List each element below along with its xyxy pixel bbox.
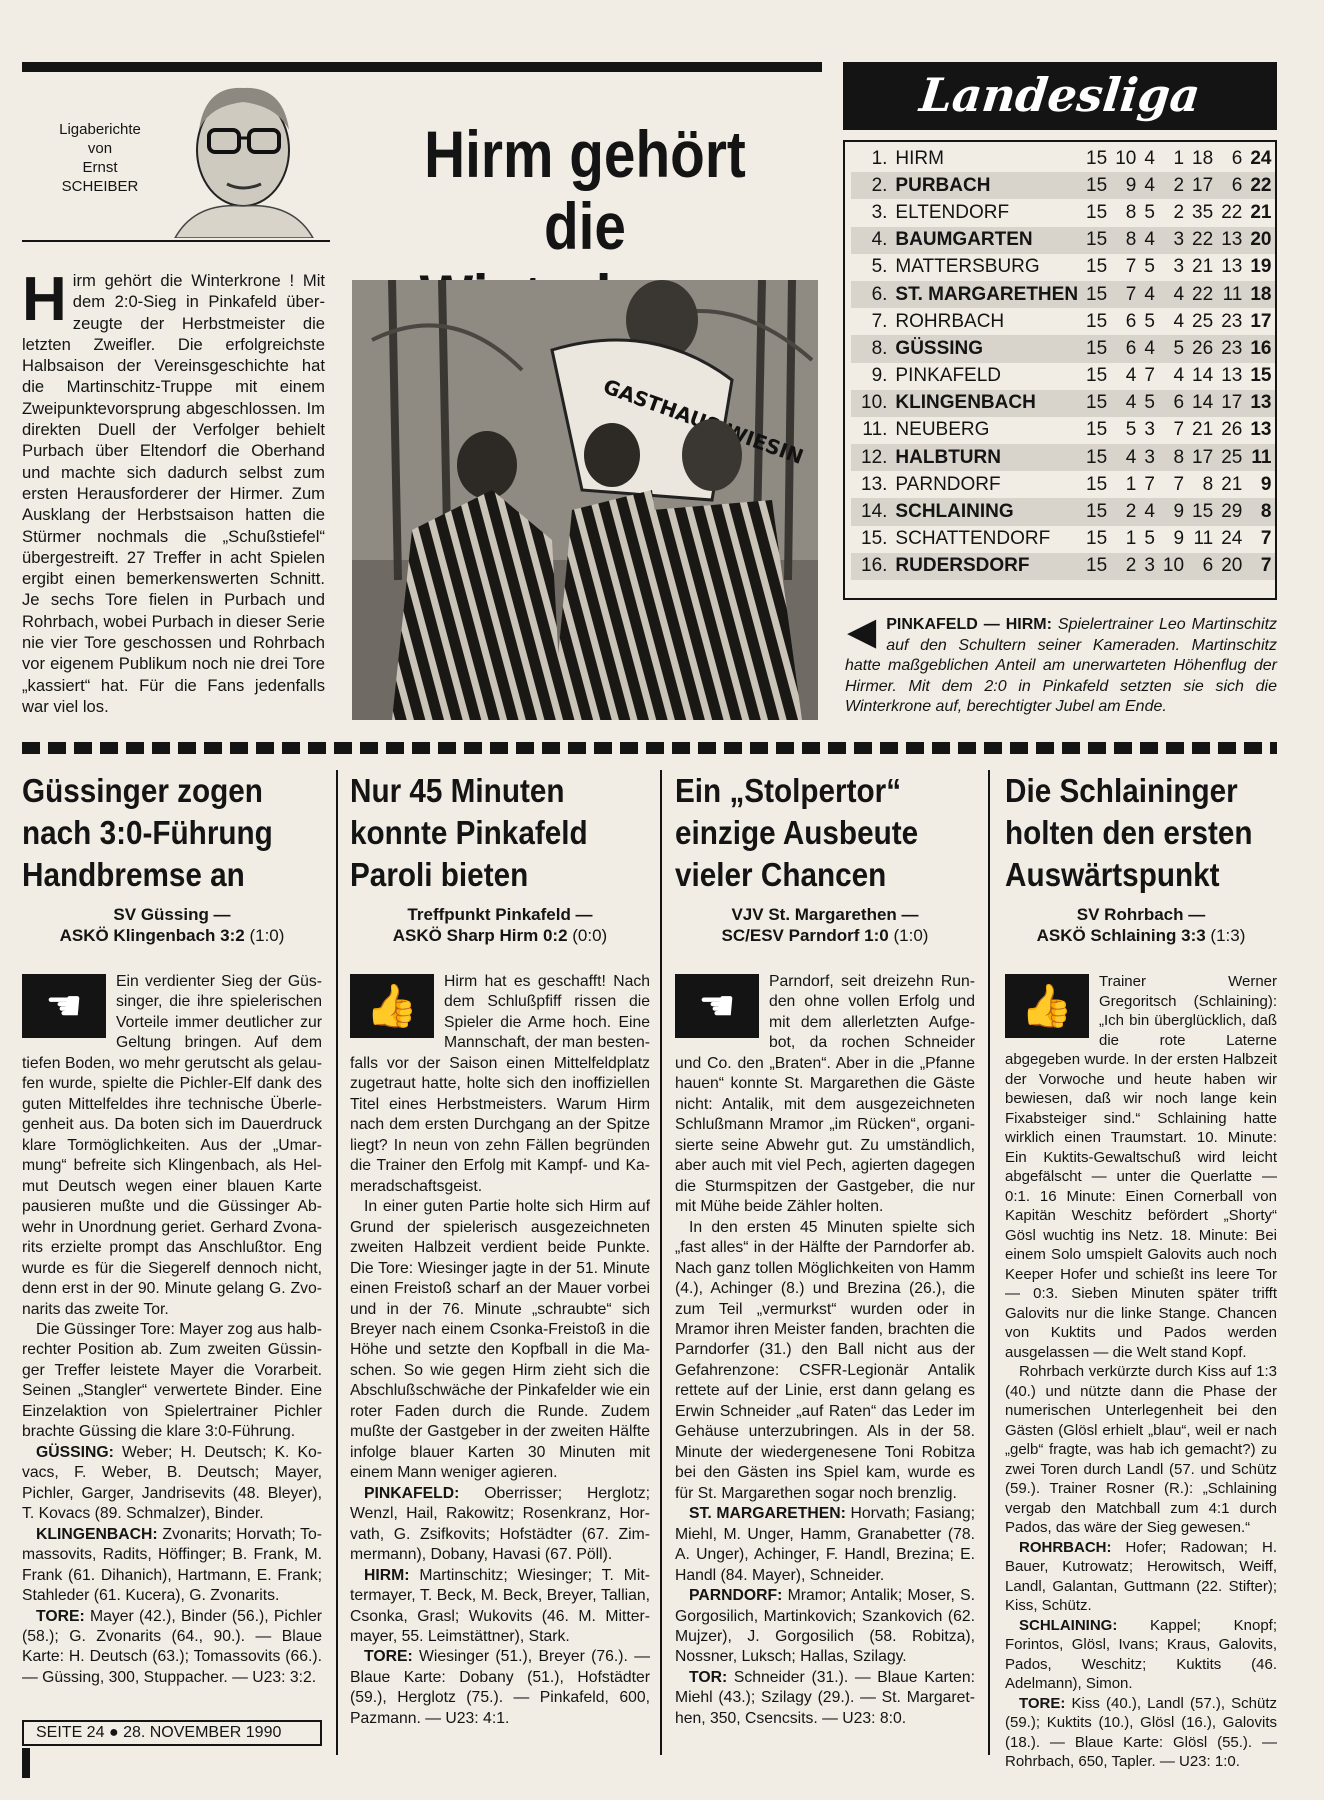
photo-caption: ◀ PINKAFELD — HIRM: Spielertrainer Leo Martinschitz auf den Schultern seiner Kameraden. Martinschitz hatte maßgeblichen Anteil am unerwarteten Höhenflug der Hirmer. Mit dem 2:0 in Pinkafeld setzten sie sich die Winterkrone auf, berechtigter Jubel am Ende. [845, 611, 1278, 716]
article-body: 👍 Trainer Werner Gregoritsch (Schlaining): „Ich bin überglücklich, daß die rote Laterne abgegeben wurde. In der ersten Halbzeit der Vorwoche und heute haben wir bewiesen, daß wir noch lange kein Fixabsteiger sind.“ Schlaining hatte wirklich einen Traumstart. 10. Minute: Ein Kuktits-Gewaltschuß wird leicht abgefälscht — unter die Querlatte — 0:1. 16 Minute: Einen Cornerball von Kapitän Weschitz befördert „Shorty“ Gösl wuchtig ins Netz. 18. Minute: Bei einem Solo umspielt Galovits auch noch Keeper Hofer und schießt ins leere Tor — 0:3. Sieben Minuten später trifft Galovits nur die linke Stange. Chancen von Kuktits und Pados werden ausgelassen — die Welt stand Kopf. Rohrbach verkürzte durch Kiss auf 1:3 (40.) und nützte dann die Phase der numerischen Unterlegenheit bei den Gästen (Glösl erhielt „blau“, weil er nach „gelb“ fragte, was hab ich gemacht?) zu zwei Toren durch Landl (57. und Schütz (59.). Trainer Rosner (R.): „Schlaining vergab den Matchball zum 4:1 durch Pados, das wäre der Sieg gewesen.“ ROHRBACH: Hofer; Radowan; H. Bauer, Kutrowatz; Herowitsch, Weiff, Landl, Galantan, Guttmann (22. Stifter); Kiss, Schütz. SCHLAINING: Kappel; Knopf; Forintos, Glösl, Ivans; Kraus, Galovits, Pados, Weschitz; Kuktits (46. Adelmann), Simon. TORE: Kiss (40.), Landl (57.), Schütz (59.); Kuktits (10.), Glösl (16.), Galovits (18.). — Blaue Karte: Glösl (55.). — Rohrbach, 650, Tapler. — U23: 1:0. [1005, 973, 1278, 1770]
cell-w: 1 [1125, 528, 1137, 550]
cell-g: 15 [1082, 172, 1111, 199]
cell-ga: 23 [1217, 335, 1246, 362]
cell-gf: 17 [1188, 444, 1217, 471]
table-row [851, 553, 1275, 580]
article-headline: Güssinger zogen nach 3:0-Führung Handbremse an [22, 772, 273, 893]
cell-l: 7 [1173, 419, 1185, 441]
cell-team: ELTENDORF [895, 201, 1010, 223]
standings-table [843, 140, 1277, 600]
cell-team: SCHATTENDORF [895, 528, 1051, 550]
cell-pts: 15 [1250, 365, 1272, 387]
author-rule [22, 240, 330, 242]
cell-ga: 24 [1221, 528, 1243, 550]
cell-rank: 11. [862, 419, 888, 441]
thumbs-up-icon: 👍 [350, 974, 434, 1038]
cell-d: 5 [1144, 310, 1155, 332]
cell-d: 4 [1140, 227, 1159, 254]
cell-gf: 17 [1188, 172, 1217, 199]
cell-rank: 6. [851, 281, 891, 308]
cell-w: 5 [1125, 419, 1137, 441]
cell-pts: 7 [1246, 553, 1275, 580]
cell-g: 15 [1082, 281, 1111, 308]
cell-pts: 21 [1250, 201, 1272, 223]
cell-l: 7 [1173, 473, 1185, 495]
cell-pts: 13 [1250, 419, 1272, 441]
cell-gf: 6 [1188, 553, 1217, 580]
cell-l: 9 [1173, 528, 1185, 550]
footer-bullet-icon: ● [108, 1724, 119, 1741]
cell-w: 2 [1111, 553, 1140, 580]
cell-w: 6 [1125, 310, 1137, 332]
column-rule-3 [988, 770, 990, 1755]
table-row [851, 199, 1275, 226]
cell-w: 1 [1125, 473, 1137, 495]
table-row [851, 363, 1275, 390]
cell-g: 15 [1082, 498, 1111, 525]
cell-g: 15 [1086, 365, 1108, 387]
table-row [851, 145, 1275, 172]
cell-team: HALBTURN [891, 444, 1082, 471]
cell-g: 15 [1086, 310, 1108, 332]
cell-ga: 23 [1221, 310, 1243, 332]
cell-g: 15 [1086, 201, 1108, 223]
cell-team: ST. MARGARETHEN [891, 281, 1082, 308]
cell-gf: 22 [1188, 227, 1217, 254]
cell-g: 15 [1082, 390, 1111, 417]
table-row [851, 172, 1275, 199]
article-body: 👍 Hirm hat es geschafft! Nach dem Schlußpfiff rissen die Spieler die Arme hoch. Eine Mannschaft, der man bestenfalls vor der Saison einen Mittelfeldplatz zugetraut hatte, holte sich den inoffiziellen Titel eines Herbstmeisters. Warum Hirm nach dem ersten Durchgang an der Spitze liegt? In neun von zehn Fällen begründen die Trainer den Erfolg mit Kampf- und Kameradschaftsgeist. In einer guten Partie holte sich Hirm auf Grund der spielerisch ausgezeichneten zweiten Halbzeit verdient beide Punkte. Die Tore: Wiesinger jagte in der 51. Minute einen Freistoß scharf an der Mauer vorbei und in der 76. Minute „schraubte“ sich Breyer nach einem Csonka-Freistoß in die Höhe und setzte den Kopfball in die Maschen. So wie gegen Hirm zieht sich die Abschlußschwäche der Pinkafelder wie ein roter Faden durch die Runde. Zudem mußte der Gastgeber in der zweiten Hälfte infolge blauer Karten 30 Minuten mit einem Mann weniger agieren. PINKAFELD: Oberrisser; Herglotz; Wenzl, Hail, Rakowitz; Rosenkranz, Horvath, G. Zsifkovits; Hofstädter (67. Zimmermann), Dobany, Havasi (67. Pöll). HIRM: Martinschitz; Wiesinger; T. Mittermayer, T. Beck, M. Beck, Breyer, Tallian, Csonka, Grasl; Wukovits (46. M. Mittermayer, 55. Leimstättner), Stark. TORE: Wiesinger (51.), Breyer (76.). — Blaue Karte: Dobany (51.), Hofstädter (59.), Herglotz (75.). — Pinkafeld, 600, Pazmann. — U23: 4:1. [350, 972, 650, 1729]
cell-gf: 14 [1188, 390, 1217, 417]
cell-pts: 13 [1246, 390, 1275, 417]
table-row [851, 308, 1275, 335]
match-line: SV Güssing — ASKÖ Klingenbach 3:2 (1:0) [59, 905, 285, 945]
cell-l: 4 [1173, 365, 1185, 387]
photo-shirt-text: GASTHAUS WIESIN [600, 374, 807, 469]
thumbs-up-icon: 👍 [1005, 974, 1089, 1038]
cell-ga: 11 [1217, 281, 1246, 308]
cell-pts: 8 [1246, 498, 1275, 525]
cell-g: 15 [1086, 256, 1108, 278]
cell-w: 8 [1111, 227, 1140, 254]
cell-pts: 7 [1260, 528, 1272, 550]
match-line: VJV St. Margarethen — SC/ESV Parndorf 1:0 (1:0) [721, 905, 929, 945]
table-row [851, 526, 1275, 553]
cell-rank: 8. [851, 335, 891, 362]
cell-g: 15 [1086, 473, 1108, 495]
cell-g: 15 [1082, 335, 1111, 362]
page-footer: SEITE 24 ● 28. NOVEMBER 1990 [22, 1720, 322, 1746]
cell-ga: 20 [1217, 553, 1246, 580]
cell-w: 4 [1111, 444, 1140, 471]
cell-d: 4 [1144, 147, 1155, 169]
cell-l: 9 [1159, 498, 1188, 525]
cell-ga: 29 [1217, 498, 1246, 525]
cell-w: 2 [1111, 498, 1140, 525]
cell-ga: 26 [1221, 419, 1243, 441]
page-headline: Hirm gehört die [424, 117, 746, 263]
cell-pts: 17 [1250, 310, 1272, 332]
column-rule-1 [336, 770, 338, 1755]
cell-ga: 22 [1221, 201, 1243, 223]
cell-team: GÜSSING [891, 335, 1082, 362]
cell-pts: 20 [1246, 227, 1275, 254]
table-row [851, 417, 1275, 444]
cell-d: 4 [1140, 172, 1159, 199]
lineup-1: GÜSSING: Weber; H. Deutsch; K. Kovacs, F. Weber, B. Deutsch; Mayer, Pichler, Garger, Jandrisevits (48. Bleyer), T. Kovacs (89. Schmalzer), Binder. [22, 1443, 322, 1523]
cell-team: ROHRBACH [895, 310, 1005, 332]
cell-ga: 17 [1217, 390, 1246, 417]
cell-gf: 22 [1188, 281, 1217, 308]
lineup-2: SCHLAINING: Kappel; Knopf; Forintos, Glösl, Ivans; Kraus, Galovits, Pados, Weschitz; Kuktits (46. Adelmann), Simon. [1005, 1616, 1277, 1692]
lead-paragraph: H irm gehört die Winterkrone ! Mit dem 2:0-Sieg in Pinkafeld überzeugte der Herbstmeister die letzten Zweifler. Die erfolgreichste Halbsaison der Vereinsgeschichte hat die Martinschitz-Truppe mit einem Zweipunktevorsprung abgeschlossen. Im direkten Duell der Verfolger behielt Purbach über Eltendorf die Oberhand und machte sich dadurch selbst zum ersten Herausforderer der Hirmer. Zum Ausklang der Herbstsaison hatten die Stürmer nochmals die „Schußstiefel“ übergestreift. 27 Treffer in acht Spielen ergibt einen bemerkenswerten Schnitt. Je sechs Tore fielen in Purbach und Rohrbach, wobei Purbach in dieser Serie nie vier Tore geschossen und Rohrbach vor eigenem Publikum noch nie drei Tore „kassiert“ hat. Für die Fans jedenfalls war viel los. [22, 265, 325, 716]
article-headline: Nur 45 Minuten konnte Pinkafeld Paroli bieten [350, 772, 588, 893]
cell-rank: 2. [851, 172, 891, 199]
cell-pts: 9 [1260, 473, 1272, 495]
cell-pts: 19 [1250, 256, 1272, 278]
cell-team: SCHLAINING [891, 498, 1082, 525]
table-row [851, 335, 1275, 362]
cell-pts: 11 [1246, 444, 1275, 471]
cell-l: 4 [1159, 281, 1188, 308]
section-divider [22, 742, 1277, 754]
cell-rank: 9. [871, 365, 888, 387]
cell-d: 7 [1144, 473, 1155, 495]
cell-ga: 13 [1221, 256, 1243, 278]
cell-d: 5 [1144, 528, 1155, 550]
lineup-1: ST. MARGARETHEN: Horvath; Fasiang; Miehl, M. Unger, Hamm, Granabetter (78. A. Unger), Achinger, F. Handl, Brezina; E. Handl (84. Mayer), Schneider. [675, 1505, 976, 1584]
cell-w: 6 [1111, 335, 1140, 362]
cell-ga: 13 [1217, 227, 1246, 254]
cell-d: 4 [1140, 281, 1159, 308]
cell-w: 7 [1111, 281, 1140, 308]
table-row [851, 444, 1275, 471]
cell-gf: 18 [1192, 147, 1214, 169]
table-row [851, 254, 1275, 281]
cell-d: 3 [1140, 553, 1159, 580]
cell-d: 3 [1140, 444, 1159, 471]
cell-rank: 14. [851, 498, 891, 525]
match-line: SV Rohrbach — ASKÖ Schlaining 3:3 (1:3) [1036, 905, 1246, 945]
cell-gf: 8 [1202, 473, 1214, 495]
article-headline: Die Schlaininger holten den ersten Auswärtspunkt [1005, 772, 1253, 893]
cell-gf: 25 [1192, 310, 1214, 332]
team-photo [352, 280, 818, 720]
cell-gf: 21 [1192, 419, 1214, 441]
cell-team: MATTERSBURG [895, 256, 1040, 278]
pointing-hand-icon: ☚ [22, 974, 106, 1038]
article-headline: Ein „Stolpertor“ einzige Ausbeute vieler Chancen [675, 772, 919, 893]
cell-team: PINKAFELD [895, 365, 1002, 387]
cell-w: 10 [1115, 147, 1137, 169]
cell-ga: 21 [1221, 473, 1243, 495]
cell-team: KLINGENBACH [891, 390, 1082, 417]
cell-rank: 13. [861, 473, 888, 495]
cell-team: BAUMGARTEN [891, 227, 1082, 254]
cell-d: 7 [1144, 365, 1155, 387]
cell-rank: 1. [871, 147, 888, 169]
cell-rank: 10. [851, 390, 891, 417]
table-row [851, 227, 1275, 254]
table-title: Landesliga [917, 68, 1203, 122]
cell-l: 5 [1159, 335, 1188, 362]
cell-l: 6 [1159, 390, 1188, 417]
author-byline: Ligaberichte von Ernst SCHEIBER [59, 121, 141, 195]
article-body: ☚ Parndorf, seit dreizehn Runden ohne vollen Erfolg und mit dem allerletzten Aufgebot, da rochen Schneider und Co. den „Braten“. Aber in die „Pfanne hauen“ konnte St. Margarethen die Gäste nicht: Antalik, mit dem ausgezeichneten Schlußmann Mramor „im Rücken“, organisierte seine Abwehr gut. Zu umständlich, aber auch mit viel Pech, agierten dagegen die Sturmspitzen der Gastgeber, die nur mit Mühe beide Zähler holten. In den ersten 45 Minuten spielte sich „fast alles“ in der Hälfte der Parndorfer ab. Nach ganz tollen Möglichkeiten von Hamm (4.), Achinger (8.) und Brezina (26.), die zum Teil „vermurkst“ wurden oder in Mramor ihren Meister fanden, brachten die Parndorfer (31.) den Ball nicht aus der Gefahrenzone: CSFR-Legionär Antalik rettete auf der Linie, erst dann gelang es Erwin Schneider „auf Raten“ das Leder im Gehäuse unterzubringen. Als in der 58. Minute der wiedergenesene Toni Robitza bei den Gästen ins Spiel kam, wurde es für St. Margarethen sogar noch brenzlig. ST. MARGARETHEN: Horvath; Fasiang; Miehl, M. Unger, Hamm, Granabetter (78. A. Unger), Achinger, F. Handl, Brezina; E. Handl (84. Mayer), Schneider. PARNDORF: Mramor; Antalik; Moser, S. Gorgosilich, Martinkovich; Szankovich (62. Mujzer), J. Gorgosilich (58. Robitza), Nossner, Luksch; Hallas, Szilagy. TOR: Schneider (31.). — Blaue Karten: Miehl (43.); Szilagy (29.). — St. Margarethen, 350, Csencsits. — U23: 8:0. [675, 972, 975, 1729]
lineup-2: PARNDORF: Mramor; Antalik; Moser, S. Gorgosilich, Martinkovich; Szankovich (62. Mujzer), J. Gorgosilich (58. Robitza), Nossner, Luksch; Hallas, Szilagy. [675, 1587, 975, 1666]
goals-info: TORE: Kiss (40.), Landl (57.), Schütz (59.); Kuktits (10.), Glösl (16.), Galovits (18.). — Blaue Karte: Glösl (55.). — Rohrbach, 650, Tapler. — U23: 1:0. [1005, 1694, 1277, 1770]
cell-pts: 22 [1246, 172, 1275, 199]
cell-d: 4 [1140, 335, 1159, 362]
cell-g: 15 [1082, 444, 1111, 471]
lineup-1: ROHRBACH: Hofer; Radowan; H. Bauer, Kutrowatz; Herowitsch, Weiff, Landl, Galantan, Guttmann (22. Stifter); Kiss, Schütz. [1005, 1538, 1278, 1614]
column-rule-2 [660, 770, 662, 1755]
cell-rank: 7. [871, 310, 888, 332]
cell-rank: 12. [851, 444, 891, 471]
cell-team: NEUBERG [895, 419, 990, 441]
cell-pts: 18 [1246, 281, 1275, 308]
lineup-2: HIRM: Martinschitz; Wiesinger; T. Mittermayer, T. Beck, M. Beck, Breyer, Tallian, Csonka, Grasl; Wukovits (46. M. Mittermayer, 55. Leimstättner), Stark. [350, 1566, 650, 1645]
cell-rank: 5. [871, 256, 888, 278]
author-photo [165, 72, 320, 238]
cell-gf: 26 [1188, 335, 1217, 362]
cell-g: 15 [1086, 528, 1108, 550]
cell-l: 1 [1173, 147, 1185, 169]
cell-w: 4 [1111, 390, 1140, 417]
footer-corner [22, 1748, 30, 1778]
cell-ga: 6 [1217, 172, 1246, 199]
cell-l: 4 [1173, 310, 1185, 332]
cell-pts: 16 [1246, 335, 1275, 362]
cell-l: 3 [1173, 256, 1185, 278]
cell-d: 5 [1140, 390, 1159, 417]
cell-g: 15 [1082, 227, 1111, 254]
cell-ga: 13 [1221, 365, 1243, 387]
cell-d: 5 [1144, 256, 1155, 278]
cell-g: 15 [1082, 553, 1111, 580]
caption-arrow-icon: ◀ [847, 611, 877, 653]
cell-l: 3 [1159, 227, 1188, 254]
pointing-hand-icon: ☚ [675, 974, 759, 1038]
cell-g: 15 [1086, 419, 1108, 441]
match-line: Treffpunkt Pinkafeld — ASKÖ Sharp Hirm 0:2 (0:0) [392, 905, 608, 945]
cell-gf: 35 [1192, 201, 1214, 223]
cell-d: 3 [1144, 419, 1155, 441]
cell-w: 9 [1111, 172, 1140, 199]
cell-gf: 21 [1192, 256, 1214, 278]
cell-d: 4 [1140, 498, 1159, 525]
table-title-bar [843, 62, 1277, 130]
table-row [851, 471, 1275, 498]
cell-gf: 14 [1192, 365, 1214, 387]
top-rule [22, 62, 822, 72]
cell-l: 2 [1159, 172, 1188, 199]
cell-l: 8 [1159, 444, 1188, 471]
article-body: ☚ Ein verdienter Sieg der Güssinger, die ihre spielerischen Vorteile immer deutlicher zur Geltung bringen. Auf dem tiefen Boden, wo mehr gerutscht als gelaufen wurde, spielte die Pichler-Elf dank des guten Mittelfeldes ihre technische Überlegenheit aus. Da boten sich im Dauerdruck klare Tormöglichkeiten. Aus der „Umarmung“ befreite sich Klingenbach, als Helmut Deutsch wegen einer blauen Karte pausieren mußte und die Güssinger Abwehr in Unordnung geriet. Gerhard Zvonarits erzielte prompt das Anschlußtor. Eng wurde es für die Siegerelf dennoch nicht, denn erst in der 90. Minute gelang G. Zvonarits das zweite Tor. Die Güssinger Tore: Mayer zog aus halbrechter Position ab. Zum zweiten Güssinger Treffer leistete Mayer die Vorarbeit. Seinen „Stangler“ verwertete Binder. Eine Einzelaktion von Spielertrainer Pichler brachte Güssing die klare 3:0-Führung. GÜSSING: Weber; H. Deutsch; K. Kovacs, F. Weber, B. Deutsch; Mayer, Pichler, Garger, Jandrisevits (48. Bleyer), T. Kovacs (89. Schmalzer), Binder. KLINGENBACH: Zvonarits; Horvath; Tomassovits, Radits, Höffinger; B. Frank, M. Frank (61. Dihanich), Hartmann, E. Frank; Stahleder (61. Kucera), G. Zvonarits. TORE: Mayer (42.), Binder (56.), Pichler (58.); G. Zvonarits (64., 90.). — Blaue Karte: H. Deutsch (63.); Tomassovits (66.). — Güssing, 300, Stuppacher. — U23: 3:2. [22, 972, 322, 1688]
cell-team: HIRM [895, 147, 944, 169]
table-row [851, 390, 1275, 417]
table-row [851, 498, 1275, 525]
cell-pts: 24 [1250, 147, 1272, 169]
lineup-2: KLINGENBACH: Zvonarits; Horvath; Tomassovits, Radits, Höffinger; B. Frank, M. Frank (61. Dihanich), Hartmann, E. Frank; Stahleder (61. Kucera), G. Zvonarits. [22, 1525, 322, 1605]
cell-rank: 3. [871, 201, 888, 223]
cell-l: 2 [1173, 201, 1185, 223]
cell-team: RUDERSDORF [891, 553, 1082, 580]
goals-info: TORE: Mayer (42.), Binder (56.), Pichler (58.); G. Zvonarits (64., 90.). — Blaue Karte: H. Deutsch (63.); Tomassovits (66.). — Güssing, 300, Stuppacher. — U23: 3:2. [22, 1607, 322, 1686]
cell-w: 8 [1125, 201, 1137, 223]
cell-team: PARNDORF [895, 473, 1001, 495]
goals-info: TOR: Schneider (31.). — Blaue Karten: Miehl (43.); Szilagy (29.). — St. Margarethen, 350, Csencsits. — U23: 8:0. [675, 1668, 975, 1727]
lead-dropcap: H [22, 265, 67, 334]
cell-gf: 15 [1188, 498, 1217, 525]
cell-ga: 25 [1217, 444, 1246, 471]
cell-l: 10 [1159, 553, 1188, 580]
cell-rank: 16. [851, 553, 891, 580]
cell-rank: 4. [851, 227, 891, 254]
cell-gf: 11 [1193, 528, 1214, 550]
cell-ga: 6 [1231, 147, 1243, 169]
cell-team: PURBACH [891, 172, 1082, 199]
cell-rank: 15. [861, 528, 888, 550]
goals-info: TORE: Wiesinger (51.), Breyer (76.). — Blaue Karte: Dobany (51.), Hofstädter (59.), Herglotz (75.). — Pinkafeld, 600, Pazmann. — U23: 4:1. [350, 1648, 650, 1727]
cell-w: 7 [1125, 256, 1137, 278]
cell-d: 5 [1144, 201, 1155, 223]
cell-g: 15 [1086, 147, 1108, 169]
standings-rows [851, 145, 1275, 580]
table-row [851, 281, 1275, 308]
cell-w: 4 [1125, 365, 1137, 387]
lineup-1: PINKAFELD: Oberrisser; Herglotz; Wenzl, Hail, Rakowitz; Rosenkranz, Horvath, G. Zsifkovits; Hofstädter (67. Zimmermann), Dobany, Havasi (67. Pöll). [350, 1484, 650, 1564]
